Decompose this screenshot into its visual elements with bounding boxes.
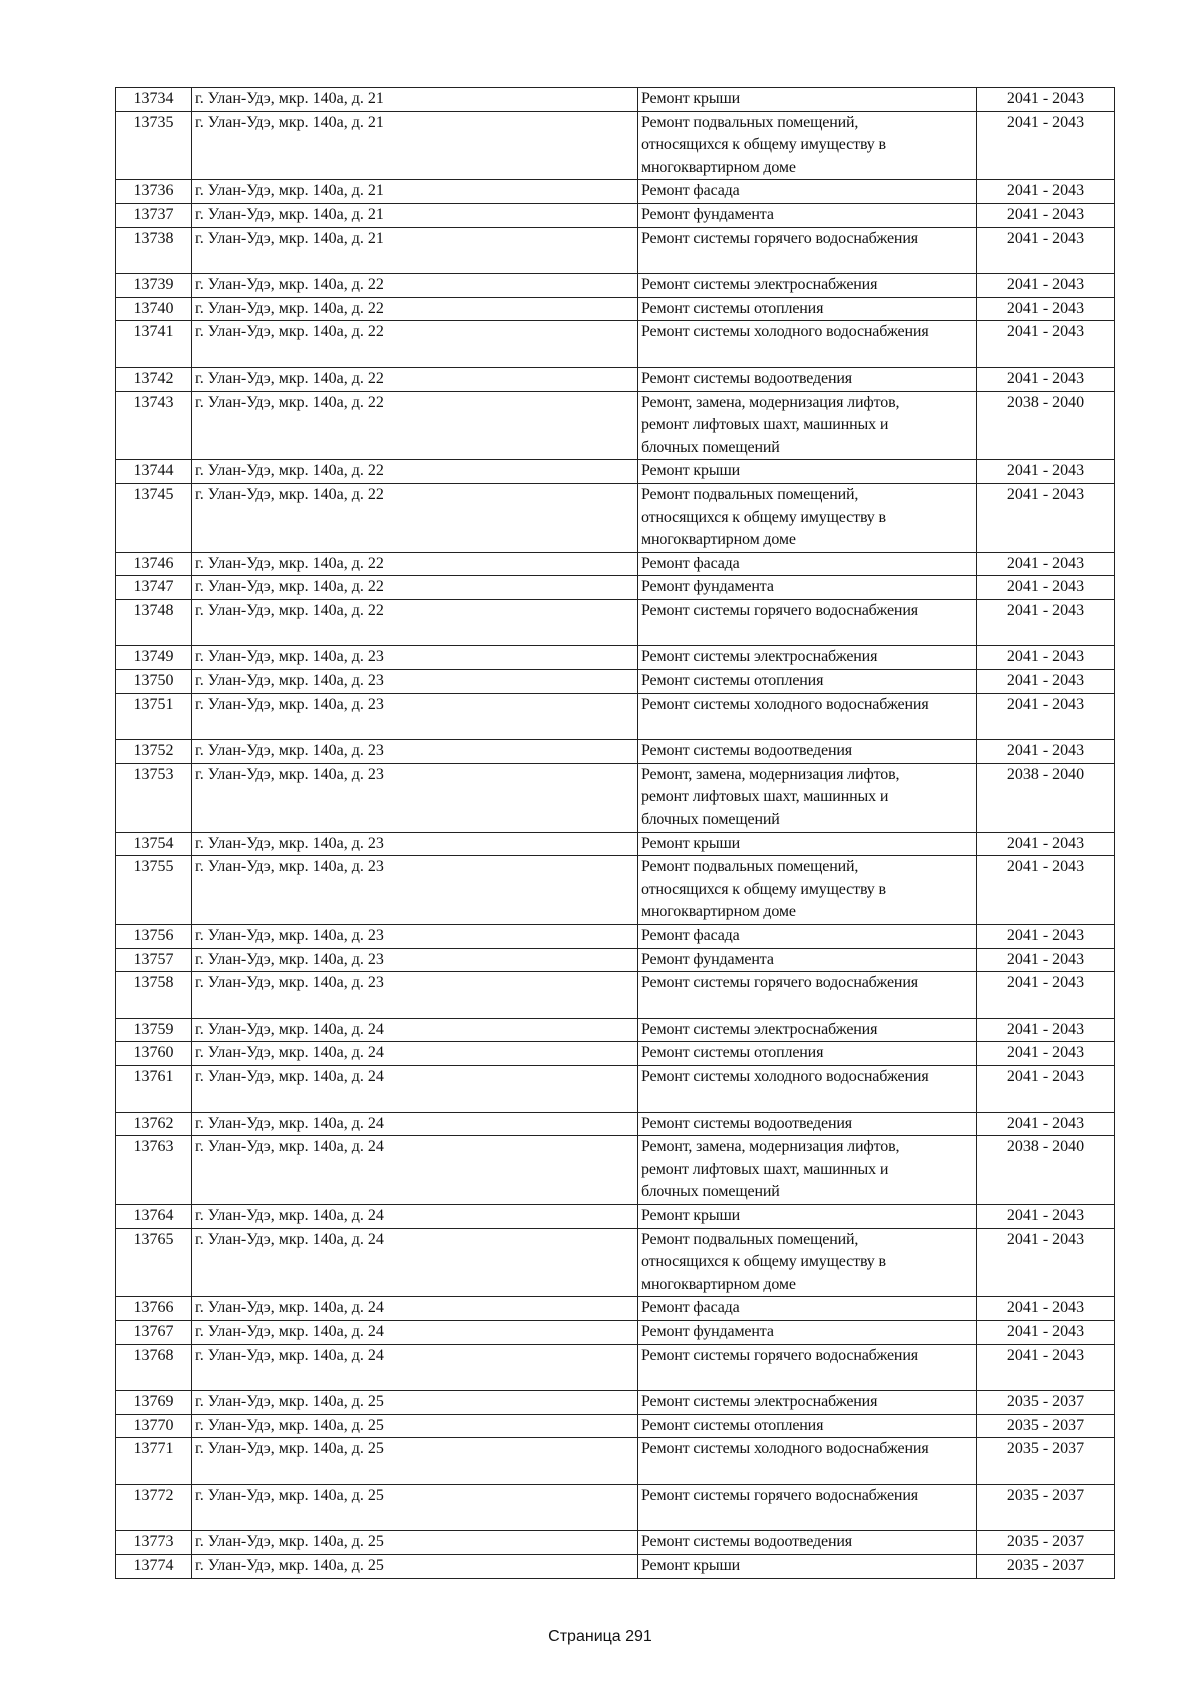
row-number: 13759 <box>116 1018 192 1042</box>
row-address: г. Улан-Удэ, мкр. 140а, д. 24 <box>192 1297 638 1321</box>
row-number: 13771 <box>116 1438 192 1485</box>
row-address: г. Улан-Удэ, мкр. 140а, д. 24 <box>192 1344 638 1391</box>
row-address: г. Улан-Удэ, мкр. 140а, д. 21 <box>192 88 638 112</box>
row-period: 2041 - 2043 <box>977 972 1115 1019</box>
row-address: г. Улан-Удэ, мкр. 140а, д. 22 <box>192 391 638 460</box>
table-row <box>116 1391 1115 1415</box>
row-period: 2041 - 2043 <box>977 925 1115 949</box>
row-period: 2035 - 2037 <box>977 1531 1115 1555</box>
row-number: 13751 <box>116 693 192 740</box>
row-address: г. Улан-Удэ, мкр. 140а, д. 24 <box>192 1065 638 1112</box>
row-address: г. Улан-Удэ, мкр. 140а, д. 24 <box>192 1018 638 1042</box>
row-work-type: Ремонт крыши <box>638 1204 977 1228</box>
row-address: г. Улан-Удэ, мкр. 140а, д. 23 <box>192 740 638 764</box>
row-period: 2041 - 2043 <box>977 111 1115 180</box>
row-work-type: Ремонт крыши <box>638 832 977 856</box>
row-number: 13746 <box>116 552 192 576</box>
table-row <box>116 1531 1115 1555</box>
table-row <box>116 832 1115 856</box>
row-number: 13766 <box>116 1297 192 1321</box>
row-address: г. Улан-Удэ, мкр. 140а, д. 24 <box>192 1112 638 1136</box>
row-address: г. Улан-Удэ, мкр. 140а, д. 23 <box>192 972 638 1019</box>
table-row <box>116 599 1115 646</box>
row-number: 13769 <box>116 1391 192 1415</box>
row-period: 2041 - 2043 <box>977 670 1115 694</box>
row-period: 2041 - 2043 <box>977 1042 1115 1066</box>
row-period: 2035 - 2037 <box>977 1555 1115 1579</box>
row-address: г. Улан-Удэ, мкр. 140а, д. 23 <box>192 693 638 740</box>
row-number: 13737 <box>116 203 192 227</box>
table-row <box>116 391 1115 460</box>
row-address: г. Улан-Удэ, мкр. 140а, д. 23 <box>192 948 638 972</box>
table-row <box>116 576 1115 600</box>
row-number: 13736 <box>116 180 192 204</box>
row-work-type: Ремонт крыши <box>638 88 977 112</box>
row-work-type: Ремонт системы водоотведения <box>638 1531 977 1555</box>
table-row <box>116 111 1115 180</box>
table-row <box>116 552 1115 576</box>
row-address: г. Улан-Удэ, мкр. 140а, д. 22 <box>192 552 638 576</box>
row-work-type: Ремонт системы холодного водоснабжения <box>638 693 977 740</box>
row-address: г. Улан-Удэ, мкр. 140а, д. 22 <box>192 274 638 298</box>
row-work-type: Ремонт крыши <box>638 460 977 484</box>
row-number: 13757 <box>116 948 192 972</box>
row-period: 2041 - 2043 <box>977 693 1115 740</box>
table-row <box>116 483 1115 552</box>
row-address: г. Улан-Удэ, мкр. 140а, д. 23 <box>192 925 638 949</box>
row-number: 13758 <box>116 972 192 1019</box>
table-row <box>116 948 1115 972</box>
row-address: г. Улан-Удэ, мкр. 140а, д. 22 <box>192 576 638 600</box>
table-row <box>116 1042 1115 1066</box>
row-number: 13760 <box>116 1042 192 1066</box>
row-number: 13738 <box>116 227 192 274</box>
row-period: 2041 - 2043 <box>977 321 1115 368</box>
row-number: 13734 <box>116 88 192 112</box>
row-number: 13739 <box>116 274 192 298</box>
row-work-type: Ремонт системы отопления <box>638 1042 977 1066</box>
row-address: г. Улан-Удэ, мкр. 140а, д. 24 <box>192 1228 638 1297</box>
row-number: 13735 <box>116 111 192 180</box>
row-number: 13770 <box>116 1414 192 1438</box>
row-number: 13773 <box>116 1531 192 1555</box>
row-period: 2041 - 2043 <box>977 460 1115 484</box>
row-work-type: Ремонт фундамента <box>638 1320 977 1344</box>
row-number: 13750 <box>116 670 192 694</box>
table-row <box>116 646 1115 670</box>
row-address: г. Улан-Удэ, мкр. 140а, д. 24 <box>192 1042 638 1066</box>
row-period: 2041 - 2043 <box>977 740 1115 764</box>
row-address: г. Улан-Удэ, мкр. 140а, д. 25 <box>192 1531 638 1555</box>
row-work-type: Ремонт системы холодного водоснабжения <box>638 321 977 368</box>
row-period: 2035 - 2037 <box>977 1391 1115 1415</box>
row-work-type: Ремонт системы электроснабжения <box>638 1018 977 1042</box>
table-row <box>116 1018 1115 1042</box>
table-row <box>116 1438 1115 1485</box>
row-work-type: Ремонт крыши <box>638 1555 977 1579</box>
row-number: 13772 <box>116 1484 192 1531</box>
row-address: г. Улан-Удэ, мкр. 140а, д. 22 <box>192 297 638 321</box>
row-work-type: Ремонт фундамента <box>638 576 977 600</box>
table-row <box>116 740 1115 764</box>
row-work-type: Ремонт системы электроснабжения <box>638 646 977 670</box>
row-address: г. Улан-Удэ, мкр. 140а, д. 23 <box>192 763 638 832</box>
row-number: 13743 <box>116 391 192 460</box>
row-period: 2041 - 2043 <box>977 227 1115 274</box>
page-number: Страница 291 <box>548 1628 652 1645</box>
row-work-type: Ремонт системы водоотведения <box>638 740 977 764</box>
table-row <box>116 670 1115 694</box>
row-number: 13761 <box>116 1065 192 1112</box>
row-number: 13755 <box>116 856 192 925</box>
table-row <box>116 925 1115 949</box>
row-address: г. Улан-Удэ, мкр. 140а, д. 22 <box>192 367 638 391</box>
table-row <box>116 1297 1115 1321</box>
row-period: 2041 - 2043 <box>977 599 1115 646</box>
row-period: 2041 - 2043 <box>977 646 1115 670</box>
row-number: 13753 <box>116 763 192 832</box>
row-work-type: Ремонт фасада <box>638 552 977 576</box>
row-address: г. Улан-Удэ, мкр. 140а, д. 22 <box>192 321 638 368</box>
table-row <box>116 693 1115 740</box>
row-address: г. Улан-Удэ, мкр. 140а, д. 23 <box>192 670 638 694</box>
row-period: 2035 - 2037 <box>977 1484 1115 1531</box>
row-period: 2035 - 2037 <box>977 1414 1115 1438</box>
row-period: 2041 - 2043 <box>977 1228 1115 1297</box>
table-row <box>116 1136 1115 1205</box>
row-work-type: Ремонт фундамента <box>638 948 977 972</box>
row-period: 2041 - 2043 <box>977 367 1115 391</box>
row-work-type: Ремонт системы отопления <box>638 1414 977 1438</box>
table-row <box>116 1320 1115 1344</box>
row-number: 13740 <box>116 297 192 321</box>
row-address: г. Улан-Удэ, мкр. 140а, д. 25 <box>192 1555 638 1579</box>
row-address: г. Улан-Удэ, мкр. 140а, д. 25 <box>192 1414 638 1438</box>
row-work-type: Ремонт подвальных помещений, относящихся к общему имуществу в многоквартирном доме <box>638 1228 977 1297</box>
table-row <box>116 1228 1115 1297</box>
table-row <box>116 1484 1115 1531</box>
row-work-type: Ремонт системы горячего водоснабжения <box>638 227 977 274</box>
row-work-type: Ремонт подвальных помещений, относящихся к общему имуществу в многоквартирном доме <box>638 111 977 180</box>
table-row <box>116 972 1115 1019</box>
row-period: 2041 - 2043 <box>977 483 1115 552</box>
row-period: 2041 - 2043 <box>977 1018 1115 1042</box>
row-period: 2041 - 2043 <box>977 88 1115 112</box>
row-work-type: Ремонт системы горячего водоснабжения <box>638 1344 977 1391</box>
table-row <box>116 227 1115 274</box>
row-address: г. Улан-Удэ, мкр. 140а, д. 23 <box>192 856 638 925</box>
row-address: г. Улан-Удэ, мкр. 140а, д. 22 <box>192 483 638 552</box>
row-period: 2041 - 2043 <box>977 203 1115 227</box>
table-row <box>116 1112 1115 1136</box>
row-address: г. Улан-Удэ, мкр. 140а, д. 24 <box>192 1204 638 1228</box>
row-period: 2041 - 2043 <box>977 297 1115 321</box>
row-period: 2041 - 2043 <box>977 856 1115 925</box>
table-row <box>116 1414 1115 1438</box>
row-work-type: Ремонт, замена, модернизация лифтов, ремонт лифтовых шахт, машинных и блочных помещений <box>638 391 977 460</box>
row-period: 2041 - 2043 <box>977 1297 1115 1321</box>
row-number: 13764 <box>116 1204 192 1228</box>
row-number: 13742 <box>116 367 192 391</box>
row-work-type: Ремонт системы горячего водоснабжения <box>638 599 977 646</box>
row-number: 13747 <box>116 576 192 600</box>
row-period: 2041 - 2043 <box>977 552 1115 576</box>
row-period: 2041 - 2043 <box>977 274 1115 298</box>
table-row <box>116 367 1115 391</box>
row-work-type: Ремонт системы электроснабжения <box>638 274 977 298</box>
row-period: 2038 - 2040 <box>977 391 1115 460</box>
row-number: 13748 <box>116 599 192 646</box>
row-work-type: Ремонт фасада <box>638 1297 977 1321</box>
row-number: 13741 <box>116 321 192 368</box>
row-number: 13749 <box>116 646 192 670</box>
row-number: 13745 <box>116 483 192 552</box>
table-row <box>116 763 1115 832</box>
row-work-type: Ремонт системы водоотведения <box>638 1112 977 1136</box>
table-row <box>116 460 1115 484</box>
table-row <box>116 1555 1115 1579</box>
row-period: 2041 - 2043 <box>977 576 1115 600</box>
row-number: 13744 <box>116 460 192 484</box>
row-period: 2041 - 2043 <box>977 1112 1115 1136</box>
row-number: 13767 <box>116 1320 192 1344</box>
row-period: 2041 - 2043 <box>977 1344 1115 1391</box>
table-row <box>116 88 1115 112</box>
row-number: 13774 <box>116 1555 192 1579</box>
row-address: г. Улан-Удэ, мкр. 140а, д. 22 <box>192 599 638 646</box>
row-number: 13752 <box>116 740 192 764</box>
table-row <box>116 1065 1115 1112</box>
row-address: г. Улан-Удэ, мкр. 140а, д. 21 <box>192 180 638 204</box>
row-period: 2041 - 2043 <box>977 948 1115 972</box>
repair-schedule-table <box>115 87 1115 1579</box>
row-number: 13765 <box>116 1228 192 1297</box>
row-period: 2041 - 2043 <box>977 1320 1115 1344</box>
table-row <box>116 856 1115 925</box>
table-row <box>116 1344 1115 1391</box>
row-number: 13768 <box>116 1344 192 1391</box>
row-address: г. Улан-Удэ, мкр. 140а, д. 22 <box>192 460 638 484</box>
row-address: г. Улан-Удэ, мкр. 140а, д. 25 <box>192 1484 638 1531</box>
table-row <box>116 297 1115 321</box>
row-number: 13754 <box>116 832 192 856</box>
row-address: г. Улан-Удэ, мкр. 140а, д. 24 <box>192 1136 638 1205</box>
row-work-type: Ремонт системы отопления <box>638 670 977 694</box>
row-work-type: Ремонт подвальных помещений, относящихся к общему имуществу в многоквартирном доме <box>638 856 977 925</box>
row-work-type: Ремонт системы горячего водоснабжения <box>638 972 977 1019</box>
row-period: 2038 - 2040 <box>977 763 1115 832</box>
row-work-type: Ремонт фундамента <box>638 203 977 227</box>
row-address: г. Улан-Удэ, мкр. 140а, д. 25 <box>192 1391 638 1415</box>
row-number: 13756 <box>116 925 192 949</box>
row-work-type: Ремонт системы водоотведения <box>638 367 977 391</box>
table-row <box>116 321 1115 368</box>
row-address: г. Улан-Удэ, мкр. 140а, д. 21 <box>192 111 638 180</box>
row-work-type: Ремонт системы электроснабжения <box>638 1391 977 1415</box>
row-address: г. Улан-Удэ, мкр. 140а, д. 23 <box>192 832 638 856</box>
row-work-type: Ремонт подвальных помещений, относящихся к общему имуществу в многоквартирном доме <box>638 483 977 552</box>
row-address: г. Улан-Удэ, мкр. 140а, д. 21 <box>192 203 638 227</box>
table-row <box>116 274 1115 298</box>
row-period: 2035 - 2037 <box>977 1438 1115 1485</box>
row-work-type: Ремонт системы холодного водоснабжения <box>638 1065 977 1112</box>
row-work-type: Ремонт фасада <box>638 180 977 204</box>
row-address: г. Улан-Удэ, мкр. 140а, д. 23 <box>192 646 638 670</box>
row-address: г. Улан-Удэ, мкр. 140а, д. 25 <box>192 1438 638 1485</box>
row-period: 2041 - 2043 <box>977 1204 1115 1228</box>
table-row <box>116 180 1115 204</box>
row-address: г. Улан-Удэ, мкр. 140а, д. 24 <box>192 1320 638 1344</box>
row-work-type: Ремонт, замена, модернизация лифтов, ремонт лифтовых шахт, машинных и блочных помещений <box>638 763 977 832</box>
row-period: 2038 - 2040 <box>977 1136 1115 1205</box>
row-address: г. Улан-Удэ, мкр. 140а, д. 21 <box>192 227 638 274</box>
row-work-type: Ремонт системы отопления <box>638 297 977 321</box>
row-period: 2041 - 2043 <box>977 1065 1115 1112</box>
row-number: 13762 <box>116 1112 192 1136</box>
row-work-type: Ремонт системы горячего водоснабжения <box>638 1484 977 1531</box>
row-work-type: Ремонт фасада <box>638 925 977 949</box>
row-number: 13763 <box>116 1136 192 1205</box>
table-row <box>116 203 1115 227</box>
table-row <box>116 1204 1115 1228</box>
row-period: 2041 - 2043 <box>977 180 1115 204</box>
row-work-type: Ремонт, замена, модернизация лифтов, ремонт лифтовых шахт, машинных и блочных помещений <box>638 1136 977 1205</box>
row-period: 2041 - 2043 <box>977 832 1115 856</box>
table-body <box>116 88 1115 1579</box>
row-work-type: Ремонт системы холодного водоснабжения <box>638 1438 977 1485</box>
